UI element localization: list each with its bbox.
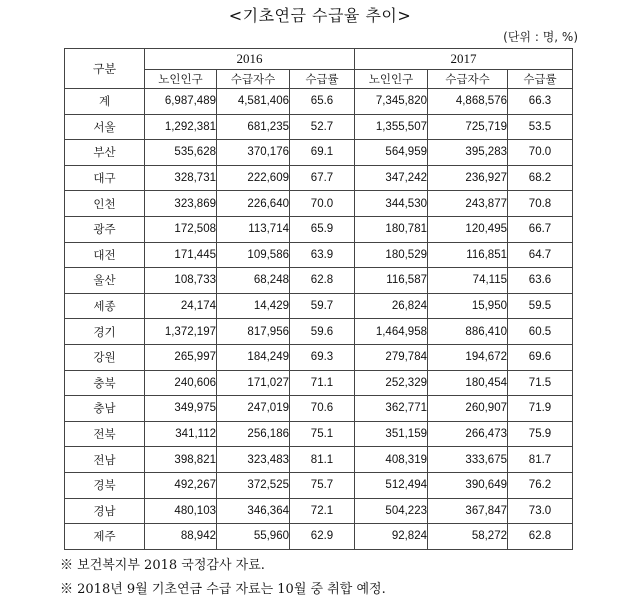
rate-cell: 70.0 bbox=[290, 191, 355, 217]
region-cell: 충남 bbox=[65, 396, 145, 422]
rate-cell: 65.6 bbox=[290, 89, 355, 115]
note-pending: ※ 2018년 9월 기초연금 수급 자료는 10월 중 취합 예정. bbox=[60, 582, 386, 597]
rate-cell: 62.8 bbox=[290, 268, 355, 294]
elderly-cell: 24,174 bbox=[145, 293, 217, 319]
elderly-cell: 512,494 bbox=[355, 472, 428, 498]
table-row bbox=[65, 191, 573, 217]
rate-cell: 71.9 bbox=[508, 396, 573, 422]
region-cell: 대구 bbox=[65, 165, 145, 191]
rate-cell: 81.1 bbox=[290, 447, 355, 473]
unit-label: (단위 : 명, %) bbox=[503, 30, 578, 44]
elderly-cell: 6,987,489 bbox=[145, 89, 217, 115]
rate-cell: 63.6 bbox=[508, 268, 573, 294]
recipients-cell: 395,283 bbox=[428, 140, 508, 166]
table-row bbox=[65, 344, 573, 370]
table-row bbox=[65, 524, 573, 550]
rate-cell: 59.7 bbox=[290, 293, 355, 319]
elderly-cell: 347,242 bbox=[355, 165, 428, 191]
col-elderly-2017: 노인인구 bbox=[355, 70, 428, 89]
elderly-cell: 171,445 bbox=[145, 242, 217, 268]
elderly-cell: 349,975 bbox=[145, 396, 217, 422]
region-cell: 전남 bbox=[65, 447, 145, 473]
col-recipients-2016: 수급자수 bbox=[217, 70, 290, 89]
recipients-cell: 58,272 bbox=[428, 524, 508, 550]
rate-cell: 76.2 bbox=[508, 472, 573, 498]
elderly-cell: 92,824 bbox=[355, 524, 428, 550]
recipients-cell: 817,956 bbox=[217, 319, 290, 345]
recipients-cell: 113,714 bbox=[217, 216, 290, 242]
rate-cell: 73.0 bbox=[508, 498, 573, 524]
table-row bbox=[65, 472, 573, 498]
recipients-cell: 266,473 bbox=[428, 421, 508, 447]
recipients-cell: 120,495 bbox=[428, 216, 508, 242]
recipients-cell: 367,847 bbox=[428, 498, 508, 524]
year-header-2017: 2017 bbox=[355, 49, 573, 70]
elderly-cell: 1,292,381 bbox=[145, 114, 217, 140]
rate-cell: 69.3 bbox=[290, 344, 355, 370]
rate-cell: 69.1 bbox=[290, 140, 355, 166]
recipients-cell: 370,176 bbox=[217, 140, 290, 166]
recipients-cell: 180,454 bbox=[428, 370, 508, 396]
elderly-cell: 328,731 bbox=[145, 165, 217, 191]
elderly-cell: 1,355,507 bbox=[355, 114, 428, 140]
col-rate-2017: 수급률 bbox=[508, 70, 573, 89]
recipients-cell: 256,186 bbox=[217, 421, 290, 447]
recipients-cell: 222,609 bbox=[217, 165, 290, 191]
elderly-cell: 564,959 bbox=[355, 140, 428, 166]
pension-rate-table bbox=[64, 48, 573, 550]
rate-cell: 60.5 bbox=[508, 319, 573, 345]
region-header: 구분 bbox=[65, 49, 145, 89]
region-cell: 제주 bbox=[65, 524, 145, 550]
table-row bbox=[65, 114, 573, 140]
elderly-cell: 398,821 bbox=[145, 447, 217, 473]
elderly-cell: 252,329 bbox=[355, 370, 428, 396]
notes bbox=[60, 556, 386, 604]
note-source: ※ 보건복지부 2018 국정감사 자료. bbox=[60, 558, 265, 573]
region-cell: 대전 bbox=[65, 242, 145, 268]
rate-cell: 69.6 bbox=[508, 344, 573, 370]
region-cell: 강원 bbox=[65, 344, 145, 370]
recipients-cell: 194,672 bbox=[428, 344, 508, 370]
rate-cell: 62.8 bbox=[508, 524, 573, 550]
region-cell: 부산 bbox=[65, 140, 145, 166]
elderly-cell: 351,159 bbox=[355, 421, 428, 447]
elderly-cell: 344,530 bbox=[355, 191, 428, 217]
region-cell: 충북 bbox=[65, 370, 145, 396]
recipients-cell: 55,960 bbox=[217, 524, 290, 550]
elderly-cell: 362,771 bbox=[355, 396, 428, 422]
region-cell: 세종 bbox=[65, 293, 145, 319]
recipients-cell: 236,927 bbox=[428, 165, 508, 191]
recipients-cell: 725,719 bbox=[428, 114, 508, 140]
table-row bbox=[65, 370, 573, 396]
elderly-cell: 172,508 bbox=[145, 216, 217, 242]
rate-cell: 65.9 bbox=[290, 216, 355, 242]
elderly-cell: 240,606 bbox=[145, 370, 217, 396]
rate-cell: 70.0 bbox=[508, 140, 573, 166]
recipients-cell: 15,950 bbox=[428, 293, 508, 319]
elderly-cell: 7,345,820 bbox=[355, 89, 428, 115]
elderly-cell: 180,781 bbox=[355, 216, 428, 242]
recipients-cell: 74,115 bbox=[428, 268, 508, 294]
elderly-cell: 88,942 bbox=[145, 524, 217, 550]
recipients-cell: 333,675 bbox=[428, 447, 508, 473]
recipients-cell: 260,907 bbox=[428, 396, 508, 422]
recipients-cell: 116,851 bbox=[428, 242, 508, 268]
rate-cell: 72.1 bbox=[290, 498, 355, 524]
rate-cell: 75.7 bbox=[290, 472, 355, 498]
table-row bbox=[65, 396, 573, 422]
elderly-cell: 108,733 bbox=[145, 268, 217, 294]
region-cell: 서울 bbox=[65, 114, 145, 140]
recipients-cell: 681,235 bbox=[217, 114, 290, 140]
recipients-cell: 372,525 bbox=[217, 472, 290, 498]
col-elderly-2016: 노인인구 bbox=[145, 70, 217, 89]
rate-cell: 59.5 bbox=[508, 293, 573, 319]
table-row bbox=[65, 319, 573, 345]
recipients-cell: 226,640 bbox=[217, 191, 290, 217]
rate-cell: 68.2 bbox=[508, 165, 573, 191]
region-cell: 광주 bbox=[65, 216, 145, 242]
recipients-cell: 4,868,576 bbox=[428, 89, 508, 115]
rate-cell: 52.7 bbox=[290, 114, 355, 140]
recipients-cell: 886,410 bbox=[428, 319, 508, 345]
rate-cell: 70.6 bbox=[290, 396, 355, 422]
recipients-cell: 68,248 bbox=[217, 268, 290, 294]
recipients-cell: 4,581,406 bbox=[217, 89, 290, 115]
elderly-cell: 408,319 bbox=[355, 447, 428, 473]
elderly-cell: 180,529 bbox=[355, 242, 428, 268]
region-cell: 전북 bbox=[65, 421, 145, 447]
rate-cell: 67.7 bbox=[290, 165, 355, 191]
rate-cell: 66.7 bbox=[508, 216, 573, 242]
region-cell: 경남 bbox=[65, 498, 145, 524]
table-title: <기초연금 수급율 추이> bbox=[228, 6, 412, 25]
region-cell: 울산 bbox=[65, 268, 145, 294]
elderly-cell: 480,103 bbox=[145, 498, 217, 524]
table-row bbox=[65, 293, 573, 319]
year-header-2016: 2016 bbox=[145, 49, 355, 70]
region-cell: 경기 bbox=[65, 319, 145, 345]
region-cell: 계 bbox=[65, 89, 145, 115]
elderly-cell: 279,784 bbox=[355, 344, 428, 370]
rate-cell: 64.7 bbox=[508, 242, 573, 268]
rate-cell: 66.3 bbox=[508, 89, 573, 115]
table-row bbox=[65, 498, 573, 524]
rate-cell: 63.9 bbox=[290, 242, 355, 268]
elderly-cell: 265,997 bbox=[145, 344, 217, 370]
rate-cell: 70.8 bbox=[508, 191, 573, 217]
region-cell: 경북 bbox=[65, 472, 145, 498]
elderly-cell: 341,112 bbox=[145, 421, 217, 447]
table-row bbox=[65, 216, 573, 242]
recipients-cell: 243,877 bbox=[428, 191, 508, 217]
recipients-cell: 109,586 bbox=[217, 242, 290, 268]
elderly-cell: 1,372,197 bbox=[145, 319, 217, 345]
table-body bbox=[65, 89, 573, 550]
elderly-cell: 1,464,958 bbox=[355, 319, 428, 345]
table-row bbox=[65, 140, 573, 166]
elderly-cell: 26,824 bbox=[355, 293, 428, 319]
rate-cell: 62.9 bbox=[290, 524, 355, 550]
rate-cell: 59.6 bbox=[290, 319, 355, 345]
elderly-cell: 323,869 bbox=[145, 191, 217, 217]
rate-cell: 81.7 bbox=[508, 447, 573, 473]
table-row bbox=[65, 89, 573, 115]
recipients-cell: 14,429 bbox=[217, 293, 290, 319]
recipients-cell: 247,019 bbox=[217, 396, 290, 422]
table-row bbox=[65, 268, 573, 294]
table-row bbox=[65, 447, 573, 473]
recipients-cell: 390,649 bbox=[428, 472, 508, 498]
elderly-cell: 116,587 bbox=[355, 268, 428, 294]
col-rate-2016: 수급률 bbox=[290, 70, 355, 89]
recipients-cell: 323,483 bbox=[217, 447, 290, 473]
rate-cell: 53.5 bbox=[508, 114, 573, 140]
elderly-cell: 492,267 bbox=[145, 472, 217, 498]
recipients-cell: 171,027 bbox=[217, 370, 290, 396]
elderly-cell: 535,628 bbox=[145, 140, 217, 166]
table-row bbox=[65, 165, 573, 191]
elderly-cell: 504,223 bbox=[355, 498, 428, 524]
rate-cell: 71.5 bbox=[508, 370, 573, 396]
col-recipients-2017: 수급자수 bbox=[428, 70, 508, 89]
table-row bbox=[65, 421, 573, 447]
recipients-cell: 184,249 bbox=[217, 344, 290, 370]
rate-cell: 71.1 bbox=[290, 370, 355, 396]
rate-cell: 75.1 bbox=[290, 421, 355, 447]
recipients-cell: 346,364 bbox=[217, 498, 290, 524]
table-row bbox=[65, 242, 573, 268]
region-cell: 인천 bbox=[65, 191, 145, 217]
rate-cell: 75.9 bbox=[508, 421, 573, 447]
